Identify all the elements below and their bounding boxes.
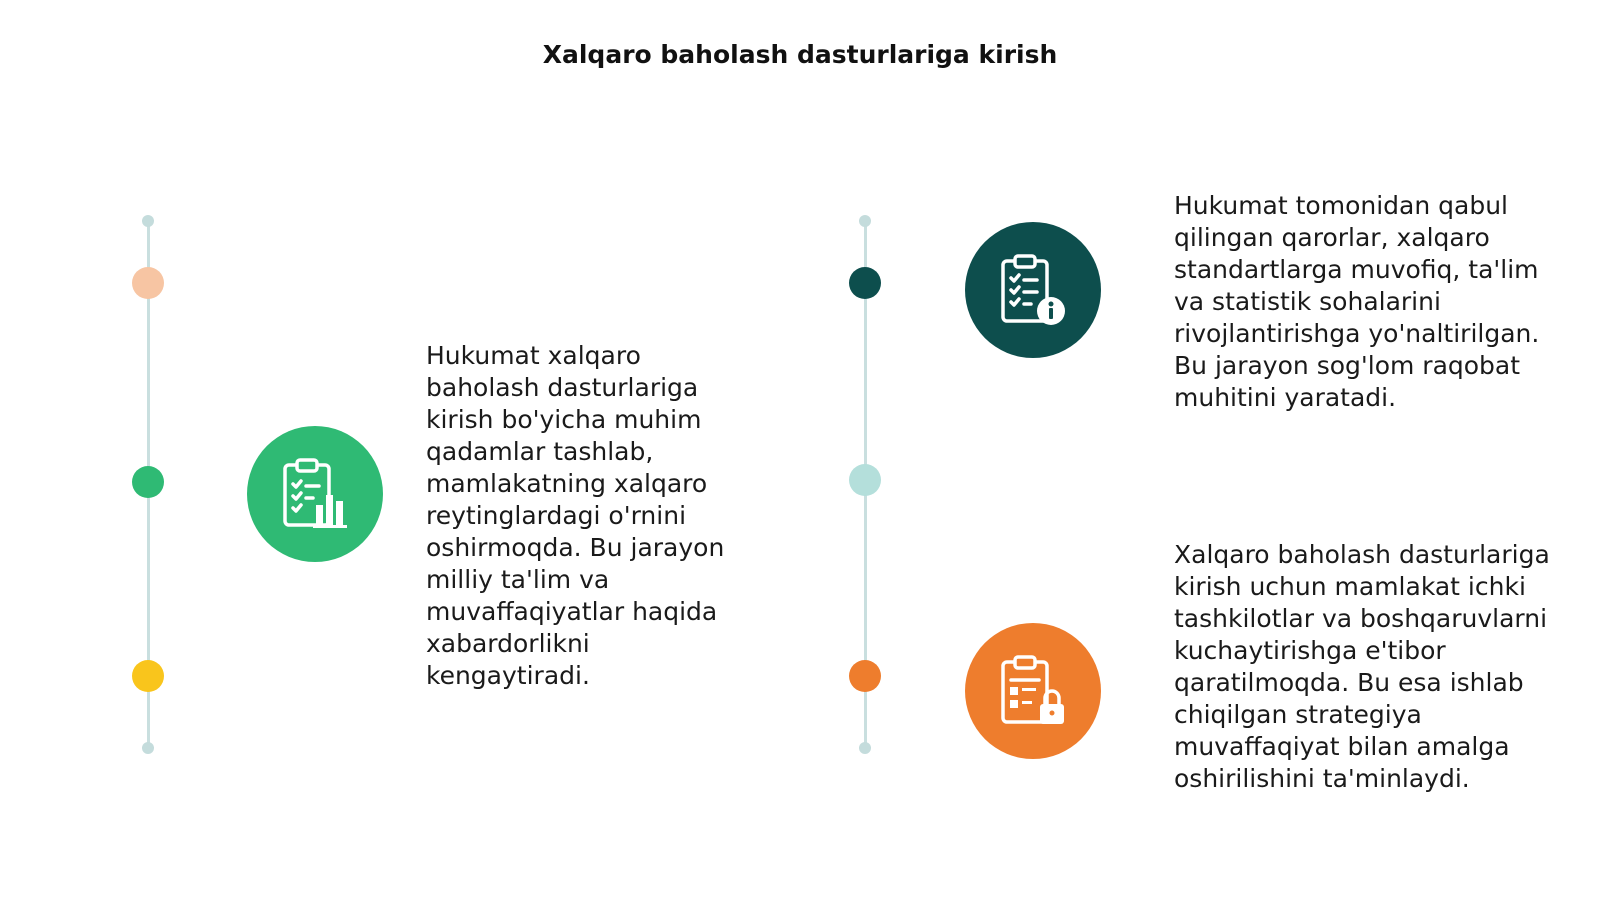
clipboard-info-icon	[965, 222, 1101, 358]
left-description: Hukumat xalqaro baholash dasturlariga kirish bo'yicha muhim qadamlar tashlab, mamlakatning xalqaro reytinglardagi o'rnini oshirmoqda. Bu jarayon milliy ta'lim va muvaffaqiyatlar haqida xabardorlikni kengaytiradi.	[426, 341, 725, 690]
timeline-endcap-bottom	[142, 742, 154, 754]
timeline-left	[128, 210, 168, 770]
timeline-node-light-teal	[849, 464, 881, 496]
timeline-node-orange	[849, 660, 881, 692]
timeline-right	[845, 210, 885, 770]
timeline-node-peach	[132, 267, 164, 299]
timeline-node-yellow	[132, 660, 164, 692]
page-title: Xalqaro baholash dasturlariga kirish	[542, 40, 1058, 69]
timeline-endcap-bottom	[859, 742, 871, 754]
timeline-endcap-top	[142, 215, 154, 227]
timeline-node-green	[132, 466, 164, 498]
timeline-node-dark-teal	[849, 267, 881, 299]
right-top-description: Hukumat tomonidan qabul qilingan qarorlar, xalqaro standartlarga muvofiq, ta'lim va statistik sohalarini rivojlantirishga yo'naltirilgan. Bu jarayon sog'lom raqobat muhitini yaratadi.	[1174, 191, 1540, 412]
right-bottom-description: Xalqaro baholash dasturlariga kirish uchun mamlakat ichki tashkilotlar va boshqaruvlarni kuchaytirishga e'tibor qaratilmoqda. Bu esa ishlab chiqilgan strategiya muvaffaqiyat bilan amalga oshirilishini ta'minlaydi.	[1174, 540, 1550, 793]
timeline-endcap-top	[859, 215, 871, 227]
clipboard-bar-chart-icon	[247, 426, 383, 562]
clipboard-lock-icon	[965, 623, 1101, 759]
